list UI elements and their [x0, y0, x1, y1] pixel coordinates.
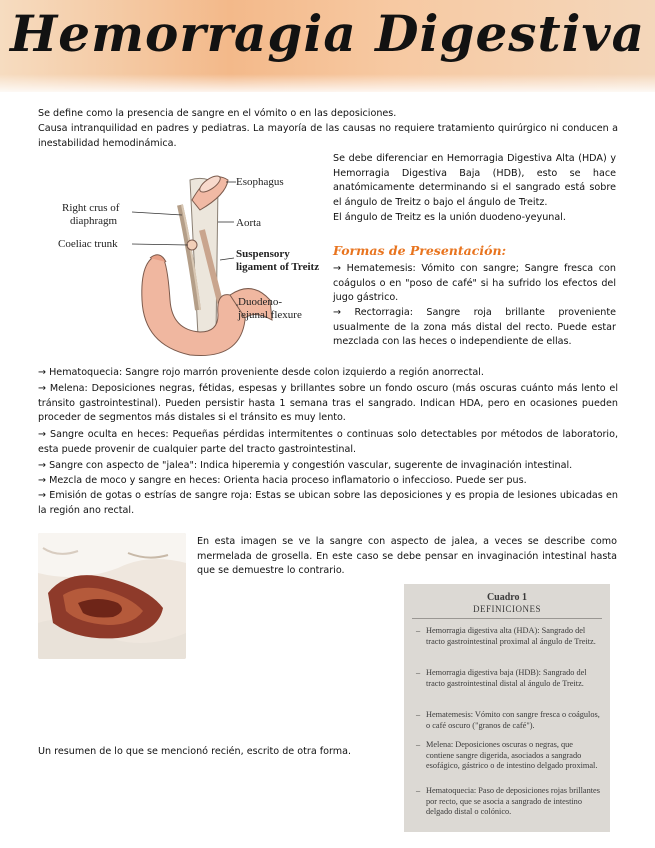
treitz-definition: El ángulo de Treitz es la unión duodeno-yeyunal.: [333, 212, 566, 223]
photo-caption: En esta imagen se ve la sangre con aspecto de jalea, a veces se describe como mermelada de grosella. En este caso se debe pensar en invaginación intestinal hasta que se demuestre lo contrario.: [197, 536, 617, 577]
form-gotas-estrias: → Emisión de gotas o estrías de sangre roja: Estas se ubican sobre las deposiciones y es propia de lesiones ubicadas en la región ano rectal.: [38, 490, 618, 516]
table-divider: [412, 618, 602, 619]
intro-causes: Causa intranquilidad en padres y pediatras. La mayoría de las causas no requiere tratamiento quirúrgico ni conducen a inestabilidad hemodinámica.: [38, 123, 618, 149]
dash-marker: –: [416, 740, 421, 749]
form-hematemesis: → Hematemesis: Vómito con sangre; Sangre fresca con coágulos o en "poso de café" si ha sufrido los efectos del jugo gástrico.: [333, 263, 616, 304]
definition-item: – Hemorragia digestiva alta (HDA): Sangrado del tracto gastrointestinal proximal al ángulo de Treitz.: [416, 626, 596, 646]
dash-marker: –: [416, 626, 421, 635]
definition-item: – Hemorragia digestiva baja (HDB): Sangrado del tracto gastrointestinal distal al ángulo de Treitz.: [416, 668, 587, 688]
treitz-anatomy-diagram: [40, 160, 330, 370]
page-title: Hemorragia Digestiva: [10, 4, 645, 63]
table-title: Cuadro 1: [486, 592, 528, 603]
definition-item: – Melena: Deposiciones oscuras o negras, que contiene sangre digerida, asociados a sangrado esofágico, gástrico o de intestino delgado proximal.: [416, 740, 598, 771]
hda-hdb-text: Se debe diferenciar en Hemorragia Digestiva Alta (HDA) y Hemorragia Digestiva Baja (HDB), esto se hace anatómicamente determinando si el sangrado está sobre el ángulo de Treitz o bajo el ángulo de Treitz.: [333, 153, 616, 208]
label-duodeno: Duodeno-: [238, 296, 282, 308]
label-coeliac-trunk: Coeliac trunk: [58, 238, 118, 250]
dash-marker: –: [416, 786, 421, 795]
label-right-crus: Right crus of: [62, 202, 120, 214]
form-jalea: → Sangre con aspecto de "jalea": Indica hiperemia y congestión vascular, sugerente de invaginación intestinal.: [38, 460, 573, 471]
forms-heading: Formas de Presentación:: [333, 243, 507, 258]
jelly-stool-photo: [38, 533, 186, 659]
definition-item: – Hematoquecia: Paso de deposiciones rojas brillantes por recto, que se asocia a sangrado de intestino delgado distal o colónico.: [416, 786, 600, 817]
summary-note: Un resumen de lo que se mencionó recién, escrito de otra forma.: [38, 746, 352, 757]
dash-marker: –: [416, 710, 421, 719]
label-aorta: Aorta: [236, 217, 262, 229]
form-rectorragia: → Rectorragia: Sangre roja brillante proveniente usualmente de la zona más distal del recto. Puede estar mezclada con las heces o independiente de ellas.: [333, 307, 616, 348]
intro-definition: Se define como la presencia de sangre en el vómito o en las deposiciones.: [38, 108, 397, 119]
dash-marker: –: [416, 668, 421, 677]
label-suspensory: Suspensory: [236, 248, 290, 260]
form-sangre-oculta: → Sangre oculta en heces: Pequeñas pérdidas intermitentes o continuas solo detectables por métodos de laboratorio, esta puede provenir de cualquier parte del tracto gastrointestinal.: [38, 429, 618, 455]
label-ligament-treitz: ligament of Treitz: [236, 261, 320, 273]
form-hematoquecia: → Hematoquecia: Sangre rojo marrón proveniente desde colon izquierdo a región anorrectal.: [38, 367, 484, 378]
label-esophagus: Esophagus: [236, 176, 284, 188]
label-diaphragm: diaphragm: [70, 215, 118, 227]
form-moco-sangre: → Mezcla de moco y sangre en heces: Orienta hacia proceso inflamatorio o infeccioso. Puede ser pus.: [38, 475, 527, 486]
definitions-table: [404, 584, 610, 832]
label-jejunal-flexure: jejunal flexure: [238, 309, 302, 321]
definition-item: – Hematemesis: Vómito con sangre fresca o coágulos, o café oscuro ("granos de café").: [416, 710, 600, 730]
form-melena: → Melena: Deposiciones negras, fétidas, espesas y brillantes sobre un fondo oscuro (más oscuras cuánto más lento el tránsito gastrointestinal). Pueden persistir hasta 1 semana tras el sangrado. Indican HDA, pero en ocasiones pueden proceder de segmentos más distales si el tránsito es muy lento.: [38, 383, 618, 424]
table-subtitle: DEFINICIONES: [473, 604, 541, 614]
